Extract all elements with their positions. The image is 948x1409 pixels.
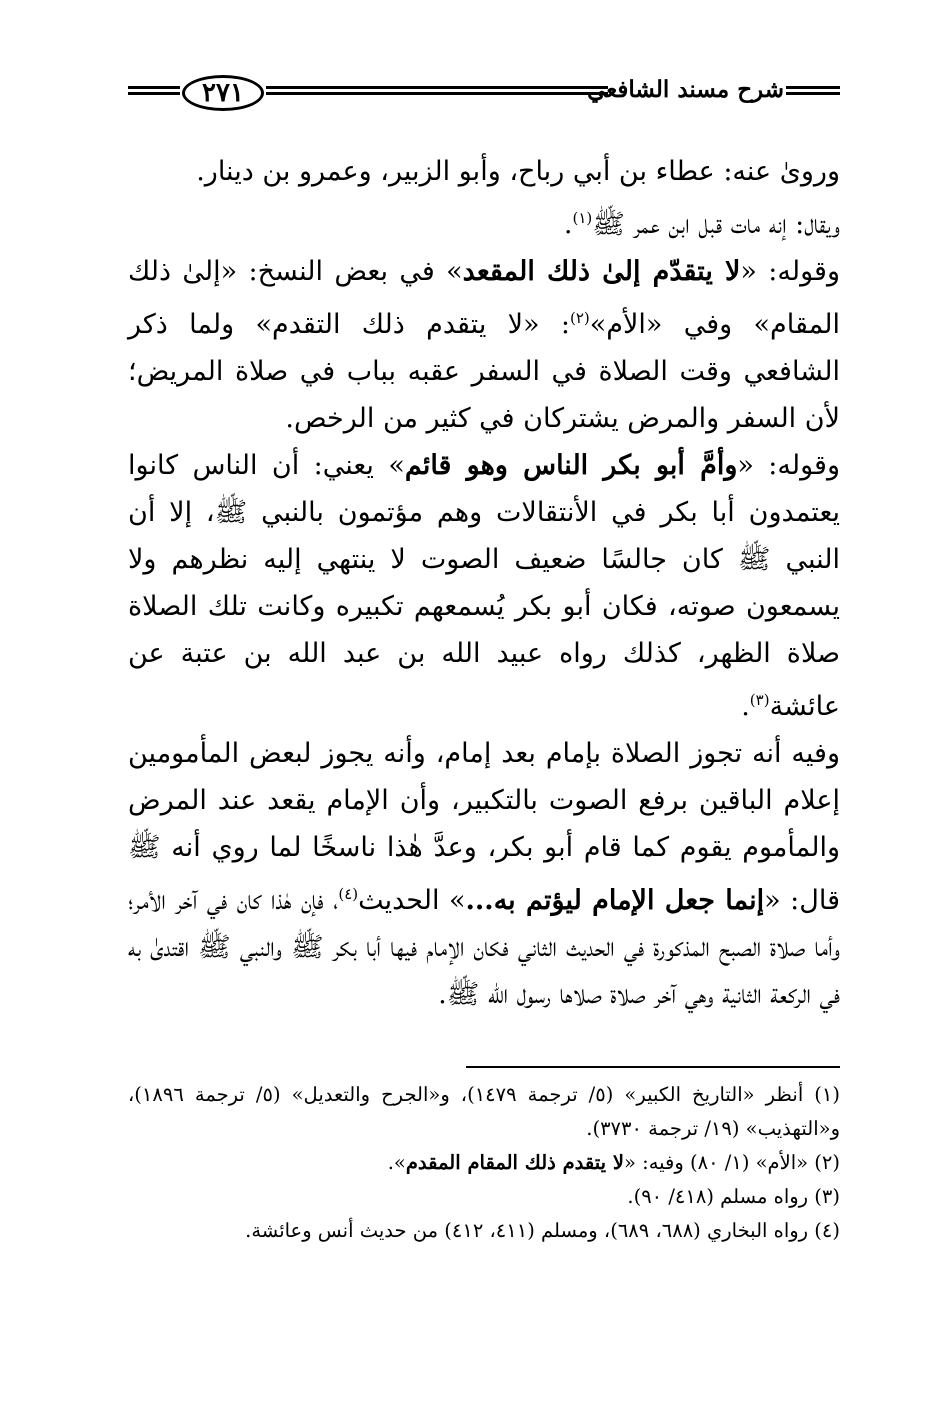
paragraph-text: : «لا يتقدم ذلك التقدم» ولما ذكر الشافعي وقت الصلاة في السفر عقبه بباب في صلاة المريض؛ لأن السفر والمرض يشتركان في كثير من الرخص. — [128, 309, 840, 434]
footnote-ref: (٤) — [338, 885, 359, 903]
paragraph-rulings — [128, 730, 840, 1018]
quoted-phrase: وأمَّ أبو بكر الناس وهو قائم — [404, 450, 738, 481]
paragraph-text: وفيه أنه تجوز الصلاة بإمام بعد إمام، وأنه يجوز لبعض المأمومين إعلام الباقين برفع الصوت بالتكبير، وأن الإمام يقعد عند المرض والمأموم يقوم كما قام أبو بكر، وعدَّ هٰذا ناسخًا لما روي أنه ﷺ قال: « — [128, 738, 840, 916]
footnote-2 — [128, 1146, 840, 1180]
paragraph-text: » الحديث — [358, 885, 466, 916]
header-rule-right — [786, 86, 840, 102]
page-number: ٢٧١ — [202, 78, 244, 108]
paragraph-text: » يعني: أن الناس كانوا يعتمدون أبا بكر في الأنتقالات وهم مؤتمون بالنبي ﷺ، إلا أن النبي ﷺ كان جالسًا ضعيف الصوت لا ينتهي إليه نظرهم ولا يسمعون صوته، فكان أبو بكر يُسمعهم تكبيره وكانت تلك الصلاة صلاة الظهر، كذلك رواه عبيد الله بن عبد الله بن عتبة عن عائشة — [128, 450, 840, 722]
header-rule-left — [128, 86, 180, 102]
paragraph-narrators — [128, 148, 840, 195]
footnote-ref: (١) — [572, 209, 593, 227]
paragraph-text: ورویٰ عنه: عطاء بن أبي رباح، وأبو الزبير، وعمرو بن دينار. — [196, 156, 840, 187]
footnote-3: (٣) رواه مسلم (٤١٨/ ٩٠). — [627, 1185, 840, 1208]
paragraph-text: ويقال: إنه مات قبل ابن عمر ﷺ — [592, 209, 840, 240]
quoted-phrase: لا يتقدم ذلك المقام المقدم — [405, 1151, 624, 1174]
paragraph-text: . — [741, 691, 750, 722]
paragraph-abu-bakr — [128, 442, 840, 730]
footnote-ref: (٢) — [570, 309, 590, 327]
paragraph-text: وقوله: « — [740, 256, 841, 287]
footnote-ref: (٣) — [749, 691, 770, 709]
header-rule-middle — [266, 86, 608, 102]
footnote-text: ». — [387, 1151, 406, 1174]
paragraph-death — [128, 195, 840, 248]
footnote-text: (٢) «الأم» (١/ ٨٠) وفيه: « — [624, 1151, 840, 1174]
footnote-separator — [466, 1066, 840, 1068]
footnote-4: (٤) رواه البخاري (٦٨٨، ٦٨٩)، ومسلم (٤١١، ٤١٢) من حديث أنس وعائشة. — [245, 1219, 840, 1242]
quoted-phrase: لا يتقدّم إلىٰ ذلك المقعد — [462, 256, 741, 287]
main-text — [128, 148, 840, 1018]
running-title: شرح مسند الشافعي — [587, 76, 784, 103]
page-number-oval — [182, 75, 264, 111]
footnote-1: (١) أنظر «التاريخ الكبير» (٥/ ترجمة ١٤٧٩)، و«الجرح والتعديل» (٥/ ترجمة ١٨٩٦)، و«التهذيب» (١٩/ ترجمة ٣٧٣٠). — [128, 1083, 841, 1140]
quoted-phrase: إنما جعل الإمام ليؤتم به... — [465, 885, 765, 916]
paragraph-text: . — [563, 209, 573, 240]
paragraph-variant-readings — [128, 248, 840, 442]
paragraph-text: » في بعض النسخ: «إلىٰ ذلك المقام» وفي «الأم» — [128, 256, 840, 340]
paragraph-text: ، فإن هٰذا كان في آخر الأمر؛ وأما صلاة الصبح المذكورة في الحديث الثاني فكان الإمام فيها أبا بكر ﷺ والنبي ﷺ اقتدىٰ به في الركعة الثانية وهي آخر صلاة صلاها رسول الله ﷺ. — [128, 885, 840, 1010]
page-header — [128, 70, 840, 120]
footnotes — [128, 1078, 840, 1248]
paragraph-text: وقوله: « — [737, 450, 841, 481]
